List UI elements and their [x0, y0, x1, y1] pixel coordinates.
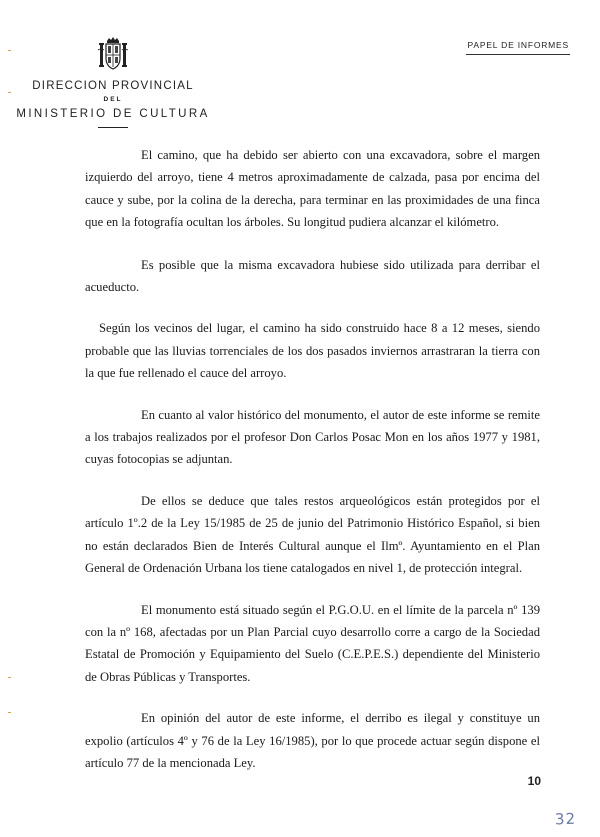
- paragraph: De ellos se deduce que tales restos arqueológicos están protegidos por el artículo 1º.2 de la Ley 15/1985 de 25 de junio del Patrimonio Histórico Español, si bien no están declarados Bien de Interés Cultural aunque el Ilmº. Ayuntamiento en el Plan General de Ordenación Urbana los tiene catalogados en nivel 1, de protección integral.: [85, 493, 540, 576]
- paragraph: El monumento está situado según el P.G.O.U. en el límite de la parcela nº 139 con la nº 168, afectadas por un Plan Parcial cuyo desarrollo corre a cargo de la Sociedad Estatal de Promoción y Equipamiento del Suelo (C.E.P.E.S.) dependiente del Ministerio de Obras Públicas y Transportes.: [85, 602, 540, 684]
- report-body: [85, 144, 540, 774]
- paragraph: Es posible que la misma excavadora hubiese sido utilizada para derribar el acueducto.: [85, 257, 540, 295]
- margin-mark: [8, 677, 11, 678]
- paper-label-divider: [466, 54, 570, 55]
- handwritten-folio-number: 32: [554, 809, 577, 829]
- margin-mark: [8, 712, 11, 713]
- paper-label: PAPEL DE INFORMES: [467, 40, 569, 50]
- paragraph: El camino, que ha debido ser abierto con una excavadora, sobre el margen izquierdo del arroyo, tiene 4 metros aproximadamente de calzada, pasa por encima del cauce y sube, por la colina de la derecha, para terminar en las proximidades de una finca que en la fotografía ocultan los árboles. Su longitud pudiera alcanzar el kilómetro.: [85, 148, 540, 230]
- margin-mark: [8, 50, 11, 51]
- paragraph: En opinión del autor de este informe, el derribo es ilegal y constituye un expolio (artículos 4º y 76 de la Ley 16/1985), por lo que procede actuar según dispone el artículo 77 de la mencionada Ley.: [85, 711, 540, 770]
- paragraph: En cuanto al valor histórico del monumento, el autor de este informe se remite a los trabajos realizados por el profesor Don Carlos Posac Mon en los años 1977 y 1981, cuyas fotocopias se adjuntan.: [85, 407, 540, 467]
- header-connector: DEL: [103, 96, 123, 103]
- header-divider: [98, 127, 128, 128]
- page-number: 10: [527, 774, 541, 788]
- header-directorate: DIRECCION PROVINCIAL: [32, 80, 194, 92]
- coat-of-arms-icon: [98, 36, 128, 72]
- margin-mark: [8, 92, 11, 93]
- header-ministry: MINISTERIO DE CULTURA: [16, 108, 210, 120]
- paragraph: Según los vecinos del lugar, el camino ha sido construido hace 8 a 12 meses, siendo probable que las lluvias torrenciales de los dos pasados inviernos arrastraran la tierra con la que fue rellenado el cauce del arroyo.: [85, 321, 540, 381]
